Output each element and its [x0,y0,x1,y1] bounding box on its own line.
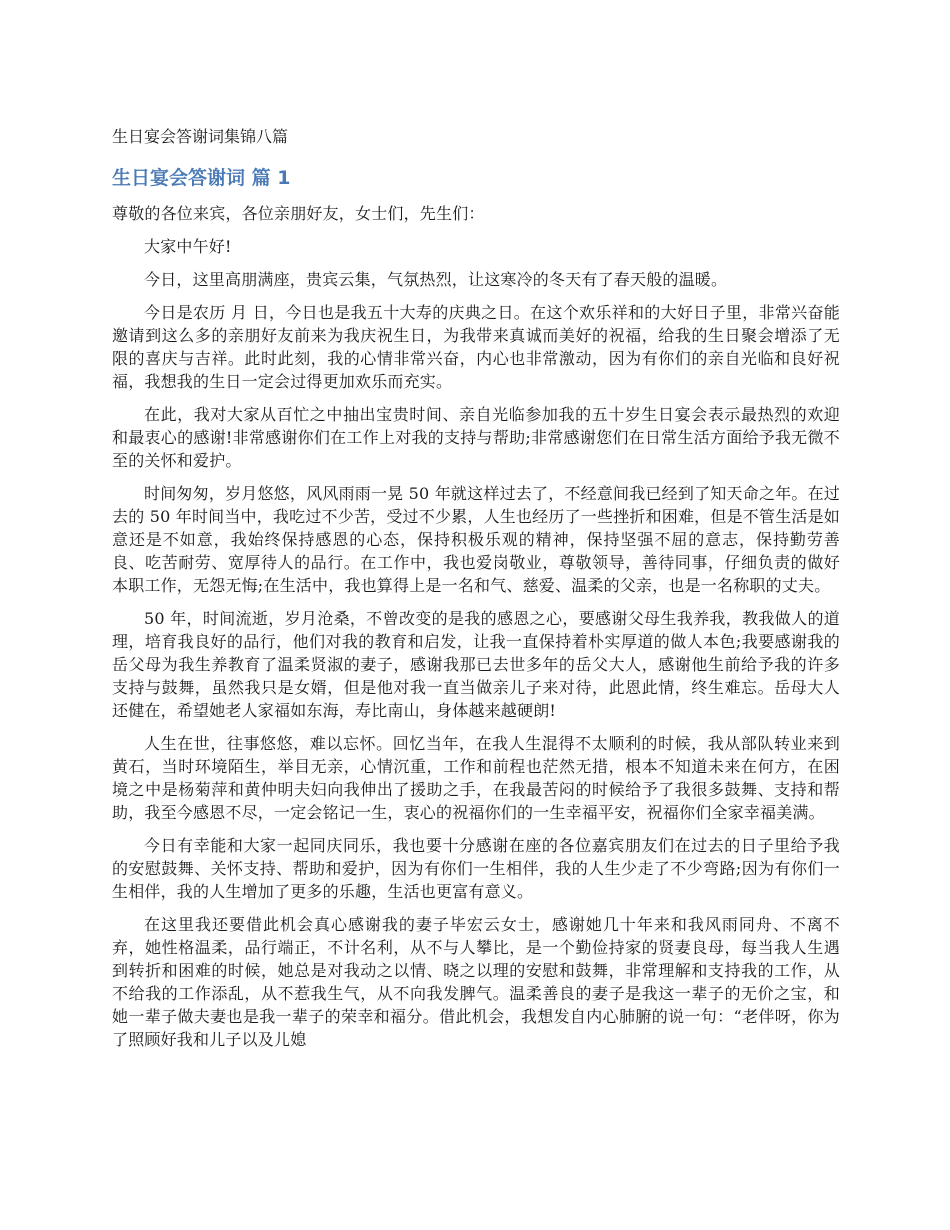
body-paragraph: 人生在世，往事悠悠，难以忘怀。回忆当年，在我人生混得不太顺利的时候，我从部队转业来到黄石，当时环境陌生，举目无亲，心情沉重，工作和前程也茫然无措，根本不知道未来在何方，在困境之中是杨菊萍和黄仲明夫妇向我伸出了援助之手，在我最苦闷的时候给予了我很多鼓舞、支持和帮助，我至今感恩不尽，一定会铭记一生，衷心的祝福你们的一生幸福平安，祝福你们全家幸福美满。 [112,734,840,822]
body-paragraph: 50 年，时间流逝，岁月沧桑，不曾改变的是我的感恩之心，要感谢父母生我养我，教我做人的道理，培育我良好的品行，他们对我的教育和启发，让我一直保持着朴实厚道的做人本色;我要感谢我的岳父母为我生养教育了温柔贤淑的妻子，感谢我那已去世多年的岳父大人，感谢他生前给予我的许多支持与鼓舞，虽然我只是女婿，但是他对我一直当做亲儿子来对待，此恩此情，终生难忘。岳母大人还健在，希望她老人家福如东海，寿比南山，身体越来越硬朗! [112,609,840,720]
salutation-paragraph: 尊敬的各位来宾，各位亲朋好友，女士们，先生们： [112,204,485,223]
section-heading: 生日宴会答谢词 篇 1 [112,167,291,189]
body-paragraph: 时间匆匆，岁月悠悠，风风雨雨一晃 50 年就这样过去了，不经意间我已经到了知天命之年。在过去的 50 年时间当中，我吃过不少苦，受过不少累，人生也经历了一些挫折和困难，但是不管生活是如意还是不如意，我始终保持感恩的心态，保持积极乐观的精神，保持坚强不屈的意志，保持勤劳善良、吃苦耐劳、宽厚待人的品行。在工作中，我也爱岗敬业，尊敬领导，善待同事，仔细负责的做好本职工作，无怨无悔;在生活中，我也算得上是一名和气、慈爱、温柔的父亲，也是一名称职的丈夫。 [112,484,840,595]
body-paragraph: 在此，我对大家从百忙之中抽出宝贵时间、亲自光临参加我的五十岁生日宴会表示最热烈的欢迎和最衷心的感谢!非常感谢你们在工作上对我的支持与帮助;非常感谢您们在日常生活方面给予我无微不至的关怀和爱护。 [112,405,840,470]
body-paragraph: 在这里我还要借此机会真心感谢我的妻子毕宏云女士，感谢她几十年来和我风雨同舟、不离不弃，她性格温柔，品行端正，不计名利，从不与人攀比，是一个勤俭持家的贤妻良母，每当我人生遇到转折和困难的时候，她总是对我动之以情、晓之以理的安慰和鼓舞，非常理解和支持我的工作，从不给我的工作添乱，从不惹我生气，从不向我发脾气。温柔善良的妻子是我这一辈子的无价之宝，和她一辈子做夫妻也是我一辈子的荣幸和福分。借此机会，我想发自内心肺腑的说一句：“老伴呀，你为了照顾好我和儿子以及儿媳 [112,915,840,1049]
body-paragraph: 今日是农历 月 日，今日也是我五十大寿的庆典之日。在这个欢乐祥和的大好日子里，非常兴奋能邀请到这么多的亲朋好友前来为我庆祝生日，为我带来真诚而美好的祝福，给我的生日聚会增添了无限的喜庆与吉祥。此时此刻，我的心情非常兴奋，内心也非常激动，因为有你们的亲自光临和良好祝福，我想我的生日一定会过得更加欢乐而充实。 [112,303,840,391]
document-title: 生日宴会答谢词集锦八篇 [112,127,289,146]
document-body [112,202,840,1061]
body-paragraph: 今日，这里高朋满座，贵宾云集，气氛热烈，让这寒冷的冬天有了春天般的温暖。 [144,270,728,289]
body-paragraph: 大家中午好! [144,237,232,256]
body-paragraph: 今日有幸能和大家一起同庆同乐，我也要十分感谢在座的各位嘉宾朋友们在过去的日子里给予我的安慰鼓舞、关怀支持、帮助和爱护，因为有你们一生相伴，我的人生少走了不少弯路;因为有你们一生相伴，我的人生增加了更多的乐趣，生活也更富有意义。 [112,836,840,901]
